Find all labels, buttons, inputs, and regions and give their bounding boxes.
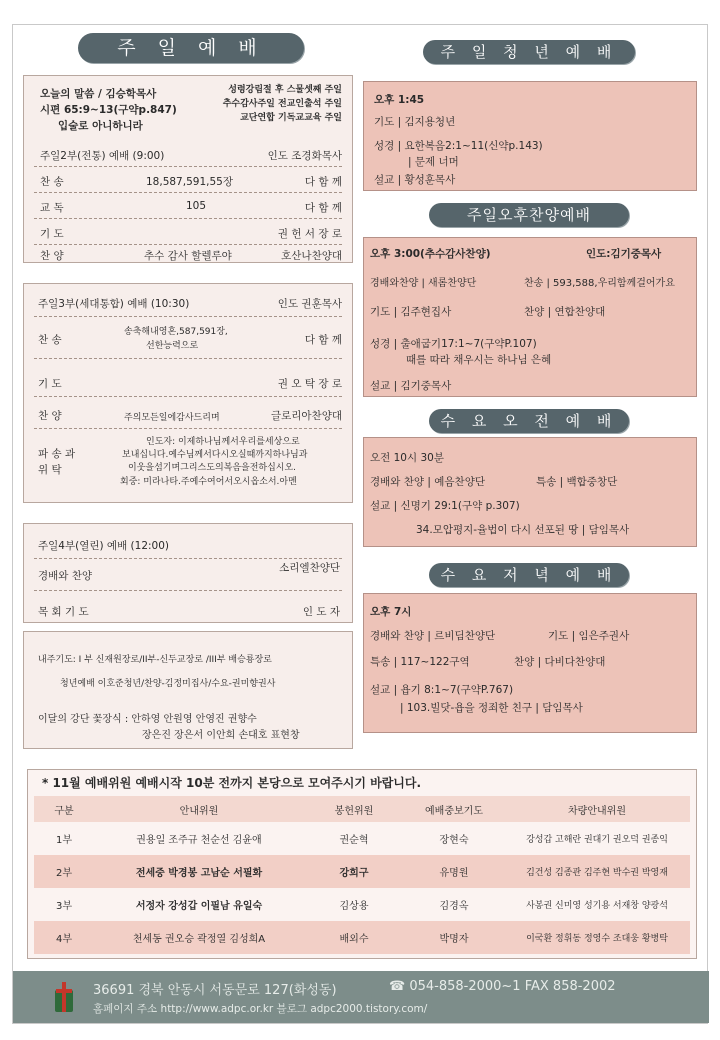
table-cell: 장현숙 xyxy=(439,835,469,846)
committee-table xyxy=(34,796,690,954)
prayer-label: 기 도 xyxy=(38,378,62,390)
youth-time: 오후 1:45 xyxy=(374,94,425,106)
table-cell: 이국환 정휘동 정영수 조대웅 황병탁 xyxy=(504,921,690,954)
wed-morning-time: 오전 10시 30분 xyxy=(370,452,444,464)
message-box xyxy=(23,75,353,263)
weekly-notice-box xyxy=(23,631,353,749)
notice-line: 추수감사주일 전교인출석 주일 xyxy=(222,99,342,109)
afternoon-leader: 인도:김기중목사 xyxy=(586,248,662,260)
table-header: 차량안내위원 xyxy=(504,796,690,822)
wed-evening-box xyxy=(363,593,697,733)
wed-morning-special: 특송 | 백합중창단 xyxy=(536,476,618,488)
table-cell: 강성갑 고해란 권대기 권오덕 권종익 xyxy=(526,835,668,845)
hymn-right: 다 함 께 xyxy=(304,334,342,346)
service4-label: 목 회 기 도 xyxy=(38,606,89,618)
sending-text: 회중: 미라나타.주예수여어서오시옵소서.아멘 xyxy=(120,477,297,487)
service4-header: 주일4부(열린) 예배 (12:00) xyxy=(38,540,170,552)
message-verse: 시편 65:9~13(구약p.847) xyxy=(40,104,177,116)
notice-line: 교단연합 기독교교육 주일 xyxy=(240,113,342,123)
sermon-title: 입술로 아니하니라 xyxy=(58,120,143,132)
table-cell: 김경옥 xyxy=(439,901,469,912)
service2-row-label: 기 도 xyxy=(40,228,64,240)
table-cell: 3부 xyxy=(55,901,73,912)
praise-right: 글로리아찬양대 xyxy=(270,410,342,422)
message-title: 오늘의 말씀 / 김승학목사 xyxy=(40,88,157,100)
afternoon-hymn: 찬송 | 593,588,우리함께걸어가요 xyxy=(524,278,675,289)
service2-row-label: 찬 송 xyxy=(40,176,64,188)
afternoon-time: 오후 3:00(추수감사찬양) xyxy=(370,248,491,260)
service4-right: 소리엘찬양단 xyxy=(279,562,340,574)
service2-row-label: 교 독 xyxy=(40,202,64,214)
table-cell: 권순혁 xyxy=(339,835,369,846)
sending-text: 보내십니다.예수님께서다시오실때까지하나님과 xyxy=(122,450,308,460)
wed-evening-title: 수 요 저 녁 예 배 xyxy=(429,563,629,587)
hymn-label: 찬 송 xyxy=(38,334,62,346)
flower-decoration: 이달의 강단 꽃장식 : 안하영 안원영 안영진 권향수 xyxy=(38,714,257,725)
wed-morning-sermon: 설교 | 신명기 29:1(구약 p.307) xyxy=(370,500,520,512)
wed-evening-praise: 경배와 찬양 | 르비딤찬양단 xyxy=(370,630,496,642)
youth-sermon: 설교 | 황성훈목사 xyxy=(374,174,456,186)
praise-label: 찬 양 xyxy=(38,410,62,422)
weekly-youth: 청년예배 이호준청년/찬양-김정미집사/수요-권미향권사 xyxy=(60,679,276,689)
committee-box xyxy=(27,769,697,959)
sunday-worship-title: 주 일 예 배 xyxy=(78,33,304,63)
weekly-prayer: 내주기도: I 부 신재원장로/II부-신두교장로 /III부 배승룡장로 xyxy=(38,655,272,665)
service4-box xyxy=(23,523,353,623)
wed-evening-prayer: 기도 | 임은주권사 xyxy=(548,630,630,642)
table-header: 안내위원 xyxy=(94,796,304,822)
service2-row-content: 18,587,591,55장 xyxy=(146,176,233,188)
afternoon-praise: 경배와찬양 | 새롬찬양단 xyxy=(370,278,477,289)
wed-morning-praise: 경배와 찬양 | 예음찬양단 xyxy=(370,476,485,488)
service3-box xyxy=(23,283,353,503)
table-header-row xyxy=(34,796,690,822)
footer-phone: ☎ 054-858-2000~1 FAX 858-2002 xyxy=(389,979,616,994)
service2-leader: 인도 조경화목사 xyxy=(267,150,342,162)
footer-web[interactable]: 홈페이지 주소 http://www.adpc.or.kr 블로그 adpc2000.tistory.com/ xyxy=(93,1003,428,1015)
table-cell: 유명원 xyxy=(404,855,504,888)
afternoon-bible: 성경 | 출애굽기17:1~7(구약P.107) xyxy=(370,338,537,350)
wed-evening-sermon: 설교 | 욥기 8:1~7(구약P.767) xyxy=(370,684,514,696)
service4-right: 인 도 자 xyxy=(302,606,340,618)
youth-prayer: 기도 | 김지용청년 xyxy=(374,116,456,128)
table-cell: 4부 xyxy=(34,921,94,954)
wed-morning-sermon-title: 34.모압평지-율법이 다시 선포된 땅 | 담임목사 xyxy=(416,524,630,536)
table-cell: 김건성 김종관 김주현 박수권 박영재 xyxy=(504,855,690,888)
sending-text: 이웃을섬기며그리스도의복음을전하십시오. xyxy=(128,463,297,473)
wed-evening-anthem: 찬양 | 다비다찬양대 xyxy=(514,656,606,668)
service2-row-right: 권 헌 서 장 로 xyxy=(277,228,342,240)
footer xyxy=(13,971,709,1023)
hymn-content: 송축해내영혼,587,591장, xyxy=(124,327,228,337)
committee-title: * 11월 예배위원 예배시작 10분 전까지 본당으로 모여주시기 바랍니다. xyxy=(42,776,422,790)
praise-content: 주의모든일에감사드리며 xyxy=(124,413,220,423)
service4-label: 경배와 찬양 xyxy=(38,570,93,582)
table-cell: 박명자 xyxy=(404,921,504,954)
youth-bible-title: | 문제 너머 xyxy=(408,156,459,168)
wed-morning-title: 수 요 오 전 예 배 xyxy=(429,409,629,433)
hymn-content: 선한능력으로 xyxy=(146,341,199,351)
afternoon-bible-title: 때를 따라 채우시는 하나님 은혜 xyxy=(406,354,552,366)
table-cell: 천세동 권오승 곽정열 김성희A xyxy=(94,921,304,954)
youth-bible: 성경 | 요한복음2:1~11(신약p.143) xyxy=(374,140,543,152)
prayer-right: 권 오 탁 장 로 xyxy=(277,378,342,390)
sending-text: 인도자: 이제하나님께서우리를세상으로 xyxy=(146,437,300,447)
table-cell: 사봉권 신미영 성기용 서재창 양광석 xyxy=(526,901,668,911)
service3-header: 주일3부(세대통합) 예배 (10:30) xyxy=(38,298,190,310)
table-row xyxy=(34,822,690,855)
sending-label: 위 탁 xyxy=(38,464,62,476)
service2-row-right: 다 함 께 xyxy=(304,202,342,214)
table-cell: 2부 xyxy=(34,855,94,888)
service2-row-content: 추수 감사 할렐루야 xyxy=(144,250,232,262)
service2-row-right: 다 함 께 xyxy=(304,176,342,188)
youth-box xyxy=(363,81,697,191)
table-row xyxy=(34,888,690,921)
service3-leader: 인도 권훈목사 xyxy=(277,298,342,310)
table-cell: 김상용 xyxy=(339,901,369,912)
table-cell: 전세중 박경봉 고남순 서필화 xyxy=(94,855,304,888)
service2-row-label: 찬 양 xyxy=(40,250,64,262)
table-cell: 강희구 xyxy=(304,855,404,888)
wed-evening-time: 오후 7시 xyxy=(370,606,412,618)
table-cell: 1부 xyxy=(55,835,73,846)
service2-header: 주일2부(전통) 예배 (9:00) xyxy=(40,150,165,162)
footer-address: 36691 경북 안동시 서동문로 127(화성동) xyxy=(93,983,337,998)
afternoon-anthem: 찬양 | 연합찬양대 xyxy=(524,306,606,318)
church-cross-logo-icon xyxy=(51,980,77,1014)
sending-label: 파 송 과 xyxy=(38,448,76,460)
wed-evening-special: 특송 | 117~122구역 xyxy=(370,656,470,668)
afternoon-box xyxy=(363,237,697,397)
wed-morning-box xyxy=(363,437,697,547)
table-header: 예배중보기도 xyxy=(404,796,504,822)
wed-evening-sermon-title: | 103.빌닷-욥을 정죄한 친구 | 담임목사 xyxy=(400,702,583,714)
notice-line: 성령강림절 후 스물셋째 주일 xyxy=(228,85,342,95)
afternoon-worship-title: 주일오후찬양예배 xyxy=(429,203,629,227)
afternoon-prayer: 기도 | 김주현집사 xyxy=(370,306,452,318)
bulletin-page xyxy=(12,24,708,1024)
table-cell: 서정자 강성갑 이필남 유일숙 xyxy=(135,901,263,912)
table-row xyxy=(34,921,690,954)
flower-decoration: 장은진 장은서 이안희 손대호 표현창 xyxy=(142,730,300,741)
service2-row-content: 105 xyxy=(186,200,207,212)
table-cell: 배외수 xyxy=(304,921,404,954)
service2-row-right: 호산나찬양대 xyxy=(281,250,342,262)
table-row xyxy=(34,855,690,888)
table-cell: 권용일 조주규 천순선 김윤애 xyxy=(136,835,262,846)
afternoon-sermon: 설교 | 김기중목사 xyxy=(370,380,452,392)
table-header: 봉헌위원 xyxy=(304,796,404,822)
youth-worship-title: 주 일 청 년 예 배 xyxy=(423,40,635,64)
table-header: 구분 xyxy=(34,796,94,822)
